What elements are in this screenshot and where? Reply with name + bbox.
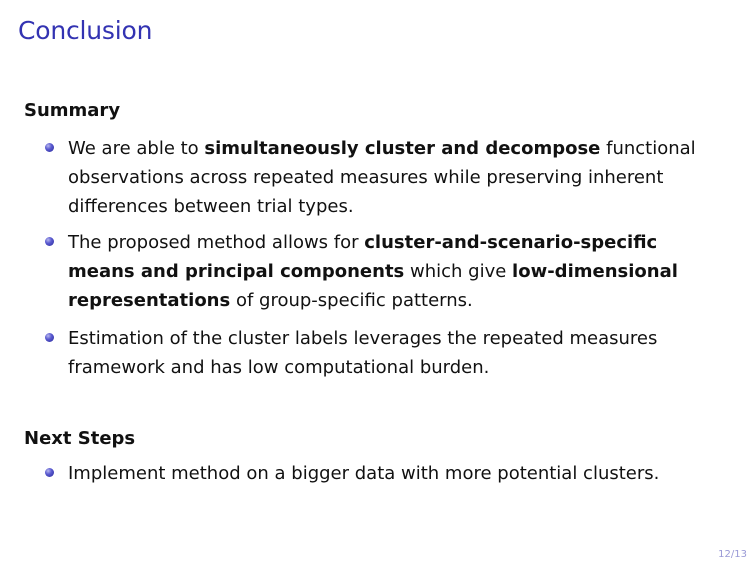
- summary-bullet-list: [44, 134, 724, 382]
- text-segment: Estimation of the cluster labels leverages the repeated measures framework and has low computational burden.: [68, 328, 658, 378]
- slide-title: Conclusion: [18, 16, 153, 45]
- page-number: 12/13: [718, 549, 747, 560]
- text-segment: which give: [404, 261, 513, 282]
- text-segment: of group-specific patterns.: [230, 290, 473, 311]
- bullet-icon: [45, 237, 54, 246]
- bullet-icon: [45, 143, 54, 152]
- next-steps-bullet-list: [44, 459, 724, 488]
- text-segment: functional observations across repeated measures while preserving inherent differences between trial types.: [68, 138, 696, 217]
- summary-heading: Summary: [24, 100, 121, 121]
- text-segment: Implement method on a bigger data with more potential clusters.: [68, 463, 660, 484]
- summary-bullet-2: [44, 228, 724, 315]
- next-steps-bullet-1: [44, 459, 724, 488]
- text-segment: We are able to: [68, 138, 205, 159]
- bullet-text: [68, 463, 659, 484]
- emphasis-segment: simultaneously cluster and decompose: [204, 138, 601, 159]
- emphasis-segment: cluster-and-scenario-specific means and principal components: [68, 232, 658, 282]
- bullet-text: [68, 328, 657, 378]
- summary-bullet-3: [44, 324, 724, 382]
- summary-bullet-1: [44, 134, 724, 221]
- text-segment: The proposed method allows for: [68, 232, 365, 253]
- emphasis-segment: low-dimensional representations: [68, 261, 678, 311]
- bullet-text: [68, 138, 696, 217]
- bullet-text: [68, 232, 678, 311]
- next-steps-heading: Next Steps: [24, 428, 136, 449]
- bullet-icon: [45, 468, 54, 477]
- bullet-icon: [45, 333, 54, 342]
